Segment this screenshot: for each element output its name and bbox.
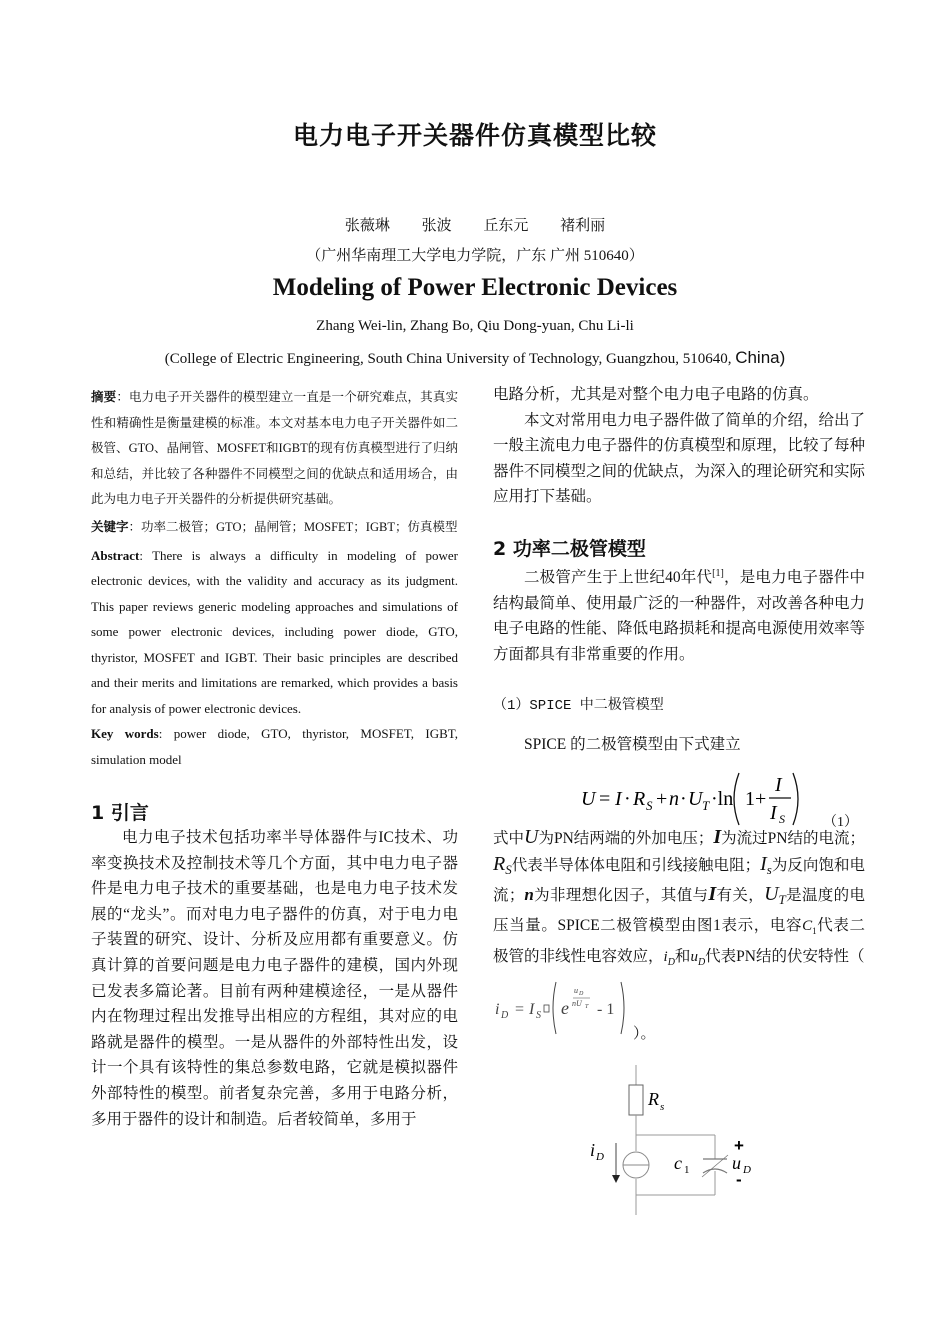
abstract-en [91,543,458,722]
abstract-cn-text: ：电力电子开关器件的模型建立一直是一个研究难点，其真实性和精确性是衡量建模的标准。本文对基本电力电子开关器件如二极管、GTO、晶闸管、MOSFET和IGBT的现有仿真模型进行了归纳和总结，并比较了各种器件不同模型之间的优缺点和适用场合，由此为电力电子开关器件的分析提供研究基础。 [91,390,458,507]
keywords-en-label: Key words [91,726,159,742]
label-rs-sub: s [660,1101,665,1113]
eq2-minus-one: - 1 [597,1000,615,1018]
eq-r: R [633,788,646,811]
right-column [493,382,866,1042]
eq2-exp-num-sub: D [579,990,584,997]
section-1-para-1-cont: 电路分析，尤其是对整个电力电子电路的仿真。 [493,386,819,403]
desc-t10: 和 [674,948,691,965]
label-c1: c [674,1153,682,1173]
var-i: I [713,826,722,849]
author-2: 张波 [421,218,452,234]
affiliation-cn: （广州华南理工大学电力学院，广东 广州 510640） [306,248,644,264]
eq-ut: U [688,788,703,811]
eq-paren-right [793,773,798,825]
equation-1-svg [493,767,865,831]
desc-t8: 是温度的电压当量。SPICE二极管模型由图1表示，电容 [493,887,865,934]
eq-dot1: · [624,788,631,811]
var-rs: R [493,852,506,875]
eq2-e: e [561,997,569,1018]
desc-t2: 为PN结两端的外加电压； [538,830,714,848]
section-1-heading: 1 引言 [91,802,149,825]
equation-1-number: （1） [823,815,858,831]
resistor-rs [629,1085,643,1115]
eq-plus: + [656,788,668,811]
eq2-equals: = [515,1000,525,1018]
section-2-para-1-a: 二极管产生于上世纪40年代 [524,569,713,587]
current-arrow-head-icon [612,1175,620,1183]
label-rs: R [648,1089,659,1109]
authors-cn [0,214,950,235]
left-column [91,384,458,1132]
label-id: i [590,1140,596,1160]
label-id-sub: D [596,1151,604,1163]
keywords-en-text: : power diode, GTO, thyristor, MOSFET, IGBT, simulation model [91,726,458,767]
var-ut-sub: T [778,892,786,908]
equation-2-svg [493,978,693,1038]
desc-t7: 有关， [716,887,765,904]
abstract-cn [91,384,458,513]
var-c1-sub: 1 [812,925,817,936]
keywords-en [91,721,458,772]
var-ud-sub: D [697,957,706,969]
author-4: 褚利丽 [560,218,606,234]
desc-t4: 代表半导体体电阻和引线接触电阻； [511,856,761,874]
abstract-en-text: : There is always a difficulty in modeling of power electronic devices, with the validity and accuracy as its judgment. This paper reviews generic modeling approaches and simulations of some power electronic devices, including power diode, GTO, thyristor, MOSFET and IGBT. Their basic principles are described and their merits and limitations are remarked, which provides a basis for analysis of power electronic devices. [91,547,458,716]
var-id: i [663,949,668,965]
affiliation-en [0,348,950,368]
eq-frac-den-sub: S [779,812,785,827]
var-is: I [760,852,767,875]
var-c1: C [802,917,813,934]
label-ud-sub: D [743,1164,751,1176]
eq-r-sub: S [646,798,653,814]
paper-title-en: Modeling of Power Electronic Devices [272,274,678,301]
label-ud: u [732,1153,741,1173]
desc-t11: 代表PN结的伏安特性（ [705,948,865,965]
eq2-paren-right [621,982,624,1034]
desc-t5: 为反向饱和电流； [493,856,865,904]
citation-1: [1] [712,567,724,579]
author-3: 丘东元 [483,218,529,234]
eq2-paren-left [553,982,556,1034]
eq2-is-sub: S [536,1009,541,1021]
section-2-para-1-b: ，是电力电子器件中结构最简单、使用最广泛的一种器件，对改善各种电力电子电路的性能、降低电路损耗和提高电源使用效率等方面都具有非常重要的作用。 [493,569,866,663]
equation-2 [493,978,865,1042]
equation-description [493,825,865,975]
eq-n: n [669,788,679,811]
eq2-dot [544,1005,549,1012]
eq-paren-left [734,773,739,825]
section-2-heading: 2 功率二极管模型 [493,537,646,560]
eq-ln: ·ln [711,788,734,811]
section-1-para-1: 电力电子技术包括功率半导体器件与IC技术、功率变换技术及控制技术等几个方面，其中电力电子器件是电力电子技术的重要基础，也是电力电子技术发展的“龙头”。而对电力电子器件的仿真，对于电力电子装置的研究、设计、分析及应用都有重要意义。仿真计算的首要问题是电力电子器件的建模，国内外现已发表多篇论著。目前有两种建模途径，一是从器件内在物理过程出发推导出相应的方程组，其对应的电路就是器件的模型。一是从器件的外部特性出发，设计一个具有该特性的集总参数电路，它就是模拟器件外部特性的模型。前者复杂完善，多用于电路分析，多用于器件的设计和制造。后者较简单，多用于 [91,829,458,1128]
eq-equals: = [599,788,611,811]
eq2-id: i [495,1000,500,1018]
author-1: 张薇琳 [344,218,390,234]
keywords-cn [91,514,458,541]
eq2-exp-num: u [574,985,578,995]
eq-dot2: · [680,788,687,811]
affiliation-en-country: China) [735,348,786,367]
eq-u: U [581,788,596,811]
eq-frac-num: I [775,774,782,797]
section-2-para-1 [493,561,865,668]
var-ut: U [764,883,779,905]
eq-ut-sub: T [702,798,710,814]
var-u: U [524,826,539,849]
eq-i: I [615,788,622,811]
desc-t1: 式中 [493,830,525,848]
eq2-id-sub: D [501,1009,509,1021]
var-ud: u [690,949,698,965]
equation-2-tail: ）。 [633,1025,656,1042]
desc-t3: 为流过PN结的电流； [721,830,865,848]
label-c1-sub: 1 [684,1164,690,1176]
var-i2: I [708,883,717,905]
eq-frac-den: I [770,802,777,825]
eq2-exp-den: nU [572,998,582,1008]
affiliation-en-main: (College of Electric Engineering, South China University of Technology, Guangzhou, 510640, [164,351,736,367]
var-is-sub: s [766,861,772,877]
authors-en: Zhang Wei-lin, Zhang Bo, Qiu Dong-yuan, Chu Li-li [316,318,634,334]
abstract-en-label: Abstract [91,547,140,563]
subsection-1-heading: （1）SPICE 中二极管模型 [493,697,664,714]
keywords-cn-text: ：功率二极管；GTO；晶闸管；MOSFET；IGBT；仿真模型 [128,519,458,534]
eq-one-plus: 1+ [745,788,767,811]
keywords-cn-label: 关键字 [91,518,129,534]
diode-circuit-diagram [590,1065,770,1215]
label-minus: - [736,1170,742,1189]
section-1-para-2: 本文对常用电力电子器件做了简单的介绍，给出了一般主流电力电子器件的仿真模型和原理，比较了每种器件不同模型之间的优缺点，为深入的理论研究和实际应用打下基础。 [493,411,866,506]
equation-1 [493,767,865,831]
desc-t6: 为非理想化因子，其值与 [533,887,709,904]
var-rs-sub: S [505,861,512,877]
subsection-1-intro: SPICE 的二极管模型由下式建立 [524,735,741,753]
var-id-sub: D [667,957,675,969]
paper-title-cn: 电力电子开关器件仿真模型比较 [292,121,657,150]
abstract-cn-label: 摘要 [91,389,117,404]
eq2-exp-den-sub: T [585,1003,589,1010]
var-n: n [524,885,534,904]
desc-t9: 代表二极管的非线性电容效应， [493,916,865,965]
eq2-is: I [529,1000,535,1018]
label-plus: + [734,1136,744,1155]
